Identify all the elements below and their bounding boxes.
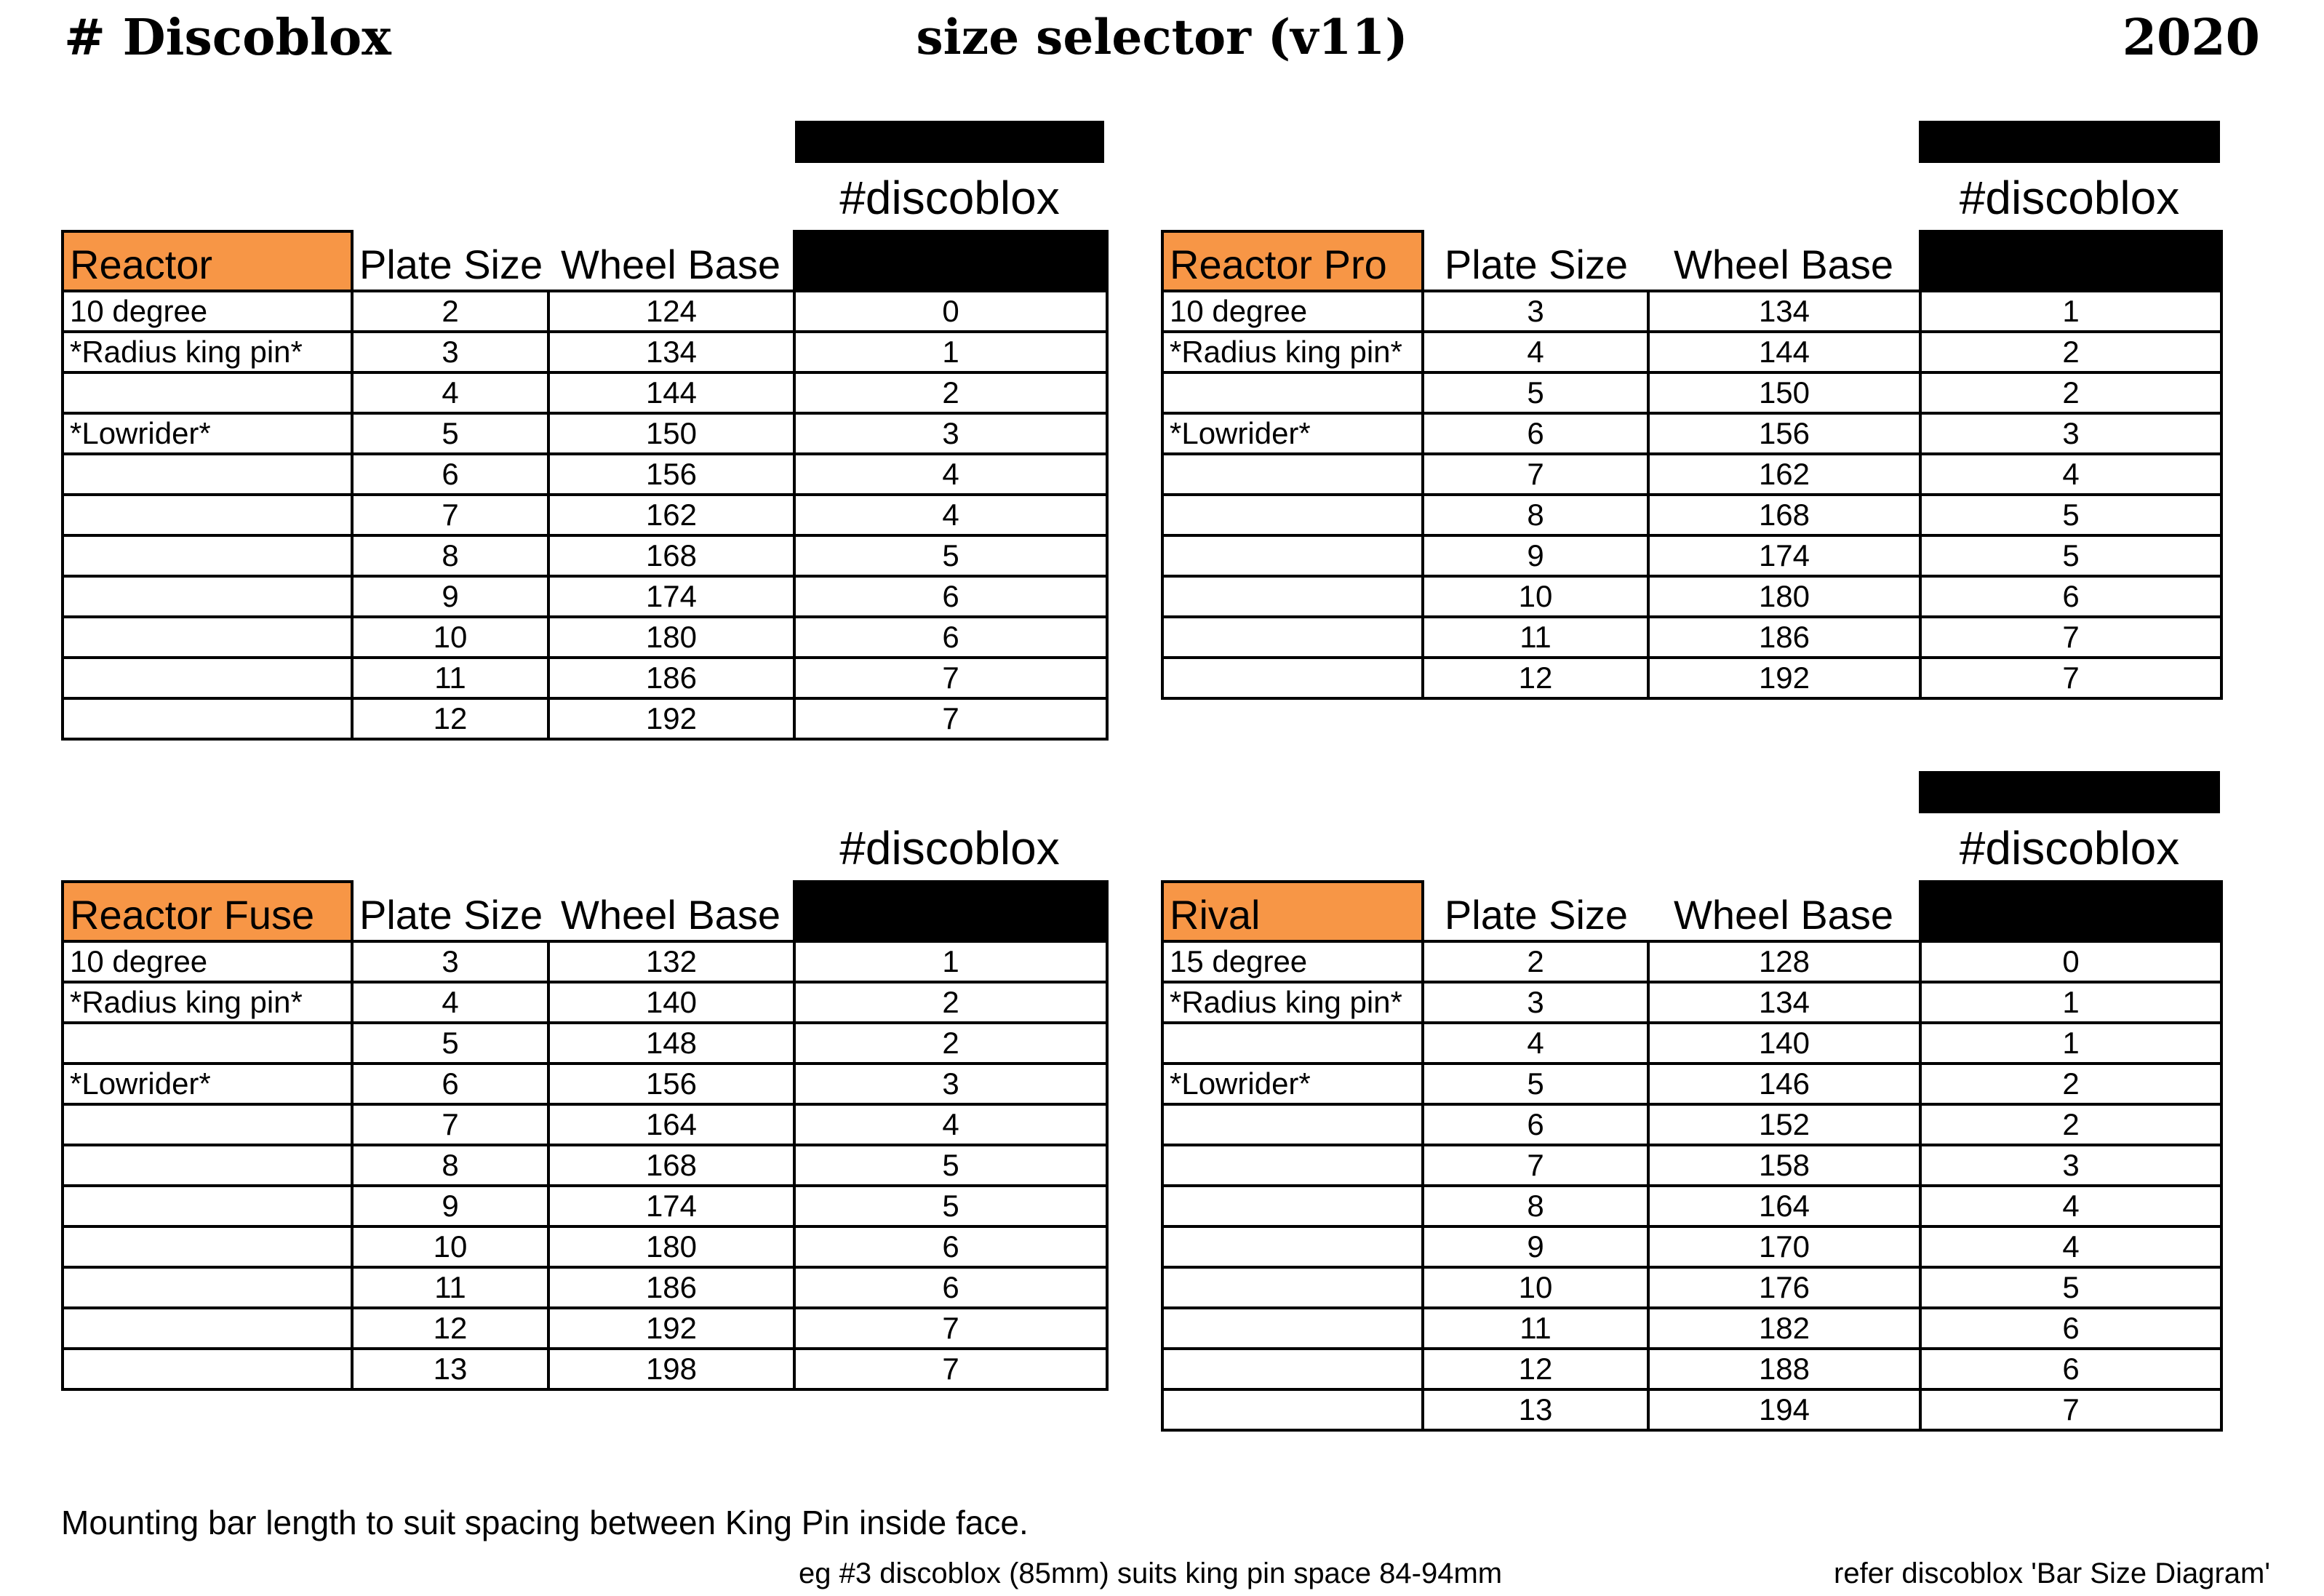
- wheel-base-cell: 192: [548, 698, 794, 739]
- wheel-base-cell: 128: [1648, 941, 1920, 982]
- discoblox-size-cell: 7: [1920, 1389, 2221, 1430]
- row-note: 10 degree: [1162, 291, 1423, 332]
- plate-size-cell: 7: [352, 1104, 548, 1145]
- discoblox-size-cell: 2: [794, 372, 1107, 413]
- table-row: [63, 372, 1107, 413]
- wheel-base-cell: 170: [1648, 1226, 1920, 1267]
- plate-size-cell: 4: [352, 982, 548, 1023]
- wheel-base-cell: 156: [548, 1064, 794, 1104]
- plate-size-cell: 12: [352, 698, 548, 739]
- discoblox-size-cell: 3: [1920, 1145, 2221, 1186]
- discoblox-tag: #discoblox: [839, 172, 1060, 224]
- discoblox-size-cell: 2: [1920, 1064, 2221, 1104]
- discoblox-size-cell: 7: [794, 1308, 1107, 1349]
- plate-size-cell: 13: [1423, 1389, 1648, 1430]
- discoblox-size-cell: 4: [1920, 1226, 2221, 1267]
- discoblox-size-cell: 5: [794, 1186, 1107, 1226]
- model-name: Reactor Fuse: [63, 882, 352, 941]
- page-title: size selector (v11): [916, 9, 1408, 65]
- plate-size-cell: 7: [1423, 454, 1648, 495]
- wheel-base-cell: 180: [1648, 576, 1920, 617]
- black-bar: [1919, 121, 2220, 163]
- plate-size-cell: 13: [352, 1349, 548, 1389]
- table-row: [63, 1023, 1107, 1064]
- year-label: 2020: [2122, 9, 2260, 67]
- plate-size-cell: 3: [352, 332, 548, 372]
- model-name: Reactor: [63, 231, 352, 291]
- row-note: [1162, 1267, 1423, 1308]
- discoblox-size-cell: 7: [1920, 658, 2221, 698]
- row-note: *Lowrider*: [63, 1064, 352, 1104]
- table-row: [1162, 1267, 2221, 1308]
- table-row: [63, 332, 1107, 372]
- plate-size-cell: 8: [1423, 1186, 1648, 1226]
- blox-header-bar: [794, 231, 1107, 291]
- row-note: [63, 658, 352, 698]
- wheel-base-cell: 186: [1648, 617, 1920, 658]
- table-row: [1162, 332, 2221, 372]
- plate-size-cell: 11: [1423, 1308, 1648, 1349]
- wheel-base-header: Wheel Base: [548, 231, 794, 291]
- row-note: [1162, 1023, 1423, 1064]
- plate-size-cell: 11: [352, 658, 548, 698]
- row-note: [1162, 576, 1423, 617]
- table-row: [63, 698, 1107, 739]
- table-row: [1162, 291, 2221, 332]
- wheel-base-cell: 176: [1648, 1267, 1920, 1308]
- discoblox-size-cell: 1: [1920, 291, 2221, 332]
- table-row: [63, 454, 1107, 495]
- plate-size-cell: 9: [352, 1186, 548, 1226]
- discoblox-size-cell: 4: [1920, 1186, 2221, 1226]
- wheel-base-cell: 164: [1648, 1186, 1920, 1226]
- wheel-base-cell: 182: [1648, 1308, 1920, 1349]
- discoblox-size-cell: 1: [794, 941, 1107, 982]
- table-row: [63, 658, 1107, 698]
- discoblox-size-cell: 6: [1920, 576, 2221, 617]
- table-row: [1162, 413, 2221, 454]
- wheel-base-cell: 174: [548, 1186, 794, 1226]
- plate-size-cell: 9: [1423, 535, 1648, 576]
- discoblox-size-cell: 6: [1920, 1308, 2221, 1349]
- discoblox-size-cell: 1: [1920, 1023, 2221, 1064]
- table-reactor-fuse: [61, 880, 1109, 1391]
- plate-size-cell: 6: [352, 1064, 548, 1104]
- row-note: *Radius king pin*: [63, 332, 352, 372]
- plate-size-cell: 6: [1423, 1104, 1648, 1145]
- wheel-base-cell: 186: [548, 1267, 794, 1308]
- wheel-base-cell: 156: [1648, 413, 1920, 454]
- table-row: [1162, 1226, 2221, 1267]
- table-row: [1162, 658, 2221, 698]
- blox-header-bar: [794, 882, 1107, 941]
- plate-size-cell: 10: [352, 1226, 548, 1267]
- plate-size-header: Plate Size: [1423, 231, 1648, 291]
- row-note: [1162, 495, 1423, 535]
- table-row: [63, 291, 1107, 332]
- footer-note: Mounting bar length to suit spacing between King Pin inside face.: [61, 1504, 1029, 1541]
- wheel-base-cell: 144: [1648, 332, 1920, 372]
- row-note: *Lowrider*: [1162, 1064, 1423, 1104]
- row-note: [1162, 1226, 1423, 1267]
- wheel-base-cell: 140: [548, 982, 794, 1023]
- table-row: [63, 1226, 1107, 1267]
- plate-size-cell: 9: [352, 576, 548, 617]
- table-row: [1162, 1064, 2221, 1104]
- wheel-base-cell: 134: [1648, 291, 1920, 332]
- blox-header-bar: [1920, 231, 2221, 291]
- row-note: [63, 1267, 352, 1308]
- wheel-base-cell: 168: [548, 1145, 794, 1186]
- plate-size-cell: 3: [1423, 982, 1648, 1023]
- plate-size-cell: 6: [352, 454, 548, 495]
- table-row: [1162, 1104, 2221, 1145]
- plate-size-cell: 11: [1423, 617, 1648, 658]
- plate-size-cell: 12: [352, 1308, 548, 1349]
- black-bar: [795, 121, 1104, 163]
- discoblox-size-cell: 6: [794, 576, 1107, 617]
- wheel-base-header: Wheel Base: [1648, 231, 1920, 291]
- wheel-base-cell: 150: [548, 413, 794, 454]
- table-row: [63, 1104, 1107, 1145]
- row-note: [63, 617, 352, 658]
- wheel-base-cell: 162: [1648, 454, 1920, 495]
- discoblox-size-cell: 2: [1920, 1104, 2221, 1145]
- wheel-base-cell: 140: [1648, 1023, 1920, 1064]
- discoblox-size-cell: 4: [794, 454, 1107, 495]
- plate-size-cell: 3: [1423, 291, 1648, 332]
- discoblox-size-cell: 7: [794, 698, 1107, 739]
- discoblox-tag: #discoblox: [1959, 172, 2180, 224]
- wheel-base-cell: 124: [548, 291, 794, 332]
- row-note: 10 degree: [63, 941, 352, 982]
- discoblox-size-cell: 4: [794, 1104, 1107, 1145]
- discoblox-size-cell: 5: [794, 1145, 1107, 1186]
- discoblox-size-cell: 2: [1920, 372, 2221, 413]
- table-row: [1162, 1186, 2221, 1226]
- table-row: [63, 413, 1107, 454]
- plate-size-cell: 10: [1423, 1267, 1648, 1308]
- wheel-base-cell: 144: [548, 372, 794, 413]
- table-row: [1162, 576, 2221, 617]
- table-row: [63, 617, 1107, 658]
- row-note: 10 degree: [63, 291, 352, 332]
- table-row: [1162, 1145, 2221, 1186]
- plate-size-cell: 2: [1423, 941, 1648, 982]
- row-note: *Lowrider*: [1162, 413, 1423, 454]
- table-reactor-pro: [1161, 230, 2223, 700]
- table-row: [1162, 617, 2221, 658]
- row-note: [1162, 454, 1423, 495]
- row-note: 15 degree: [1162, 941, 1423, 982]
- plate-size-cell: 9: [1423, 1226, 1648, 1267]
- table-row: [1162, 372, 2221, 413]
- row-note: [1162, 1349, 1423, 1389]
- wheel-base-cell: 164: [548, 1104, 794, 1145]
- table-row: [63, 1064, 1107, 1104]
- table-row: [63, 1349, 1107, 1389]
- discoblox-size-cell: 4: [1920, 454, 2221, 495]
- discoblox-size-cell: 6: [794, 617, 1107, 658]
- row-note: *Lowrider*: [63, 413, 352, 454]
- plate-size-header: Plate Size: [352, 882, 548, 941]
- row-note: [1162, 617, 1423, 658]
- discoblox-size-cell: 5: [794, 535, 1107, 576]
- table-row: [1162, 495, 2221, 535]
- row-note: [63, 1145, 352, 1186]
- wheel-base-cell: 186: [548, 658, 794, 698]
- plate-size-cell: 11: [352, 1267, 548, 1308]
- row-note: [63, 454, 352, 495]
- plate-size-header: Plate Size: [1423, 882, 1648, 941]
- row-note: [63, 1308, 352, 1349]
- table-header-row: [1162, 231, 2221, 291]
- row-note: [1162, 1389, 1423, 1430]
- wheel-base-cell: 146: [1648, 1064, 1920, 1104]
- discoblox-size-cell: 5: [1920, 535, 2221, 576]
- blox-header-bar: [1920, 882, 2221, 941]
- discoblox-size-cell: 2: [1920, 332, 2221, 372]
- discoblox-size-cell: 7: [794, 658, 1107, 698]
- wheel-base-cell: 198: [548, 1349, 794, 1389]
- footer-reference: refer discoblox 'Bar Size Diagram': [1834, 1557, 2270, 1589]
- discoblox-size-cell: 7: [794, 1349, 1107, 1389]
- row-note: [1162, 1145, 1423, 1186]
- discoblox-size-cell: 3: [1920, 413, 2221, 454]
- row-note: [1162, 658, 1423, 698]
- plate-size-cell: 5: [352, 1023, 548, 1064]
- table-row: [63, 535, 1107, 576]
- row-note: [63, 1023, 352, 1064]
- row-note: [63, 576, 352, 617]
- plate-size-cell: 6: [1423, 413, 1648, 454]
- discoblox-size-cell: 5: [1920, 495, 2221, 535]
- wheel-base-cell: 188: [1648, 1349, 1920, 1389]
- discoblox-size-cell: 6: [794, 1267, 1107, 1308]
- plate-size-cell: 5: [1423, 372, 1648, 413]
- discoblox-size-cell: 4: [794, 495, 1107, 535]
- table-row: [63, 1145, 1107, 1186]
- wheel-base-cell: 174: [548, 576, 794, 617]
- row-note: *Radius king pin*: [1162, 332, 1423, 372]
- table-row: [63, 982, 1107, 1023]
- plate-size-cell: 7: [352, 495, 548, 535]
- table-row: [63, 576, 1107, 617]
- wheel-base-cell: 134: [548, 332, 794, 372]
- black-bar: [1919, 771, 2220, 813]
- table-header-row: [63, 231, 1107, 291]
- row-note: [63, 1226, 352, 1267]
- wheel-base-header: Wheel Base: [1648, 882, 1920, 941]
- row-note: [63, 535, 352, 576]
- wheel-base-cell: 192: [548, 1308, 794, 1349]
- row-note: [1162, 1186, 1423, 1226]
- discoblox-size-cell: 1: [794, 332, 1107, 372]
- plate-size-cell: 5: [352, 413, 548, 454]
- table-header-row: [1162, 882, 2221, 941]
- discoblox-size-cell: 3: [794, 413, 1107, 454]
- plate-size-cell: 8: [352, 1145, 548, 1186]
- discoblox-size-cell: 6: [1920, 1349, 2221, 1389]
- plate-size-cell: 2: [352, 291, 548, 332]
- wheel-base-cell: 180: [548, 1226, 794, 1267]
- discoblox-tag: #discoblox: [839, 822, 1060, 874]
- plate-size-cell: 8: [1423, 495, 1648, 535]
- brand-title: # Discoblox: [64, 9, 391, 67]
- table-row: [1162, 982, 2221, 1023]
- discoblox-size-cell: 7: [1920, 617, 2221, 658]
- wheel-base-cell: 174: [1648, 535, 1920, 576]
- footer-example: eg #3 discoblox (85mm) suits king pin space 84-94mm: [799, 1557, 1503, 1589]
- row-note: [1162, 535, 1423, 576]
- row-note: [63, 698, 352, 739]
- plate-size-cell: 7: [1423, 1145, 1648, 1186]
- wheel-base-cell: 168: [1648, 495, 1920, 535]
- model-name: Reactor Pro: [1162, 231, 1423, 291]
- discoblox-size-cell: 1: [1920, 982, 2221, 1023]
- table-row: [63, 1267, 1107, 1308]
- row-note: *Radius king pin*: [63, 982, 352, 1023]
- model-name: Rival: [1162, 882, 1423, 941]
- wheel-base-cell: 192: [1648, 658, 1920, 698]
- discoblox-size-cell: 0: [1920, 941, 2221, 982]
- plate-size-cell: 10: [352, 617, 548, 658]
- row-note: [63, 1186, 352, 1226]
- plate-size-cell: 4: [1423, 1023, 1648, 1064]
- discoblox-size-cell: 3: [794, 1064, 1107, 1104]
- wheel-base-cell: 194: [1648, 1389, 1920, 1430]
- row-note: [63, 372, 352, 413]
- discoblox-tag: #discoblox: [1959, 822, 2180, 874]
- wheel-base-cell: 180: [548, 617, 794, 658]
- table-row: [1162, 1349, 2221, 1389]
- discoblox-size-cell: 5: [1920, 1267, 2221, 1308]
- plate-size-cell: 4: [1423, 332, 1648, 372]
- row-note: [1162, 372, 1423, 413]
- table-row: [1162, 941, 2221, 982]
- wheel-base-cell: 156: [548, 454, 794, 495]
- table-row: [63, 941, 1107, 982]
- wheel-base-cell: 152: [1648, 1104, 1920, 1145]
- wheel-base-cell: 132: [548, 941, 794, 982]
- table-row: [63, 495, 1107, 535]
- table-row: [1162, 1023, 2221, 1064]
- discoblox-size-cell: 2: [794, 982, 1107, 1023]
- row-note: *Radius king pin*: [1162, 982, 1423, 1023]
- plate-size-header: Plate Size: [352, 231, 548, 291]
- table-rival: [1161, 880, 2223, 1432]
- plate-size-cell: 4: [352, 372, 548, 413]
- wheel-base-cell: 168: [548, 535, 794, 576]
- table-header-row: [63, 882, 1107, 941]
- wheel-base-cell: 162: [548, 495, 794, 535]
- wheel-base-header: Wheel Base: [548, 882, 794, 941]
- table-row: [63, 1186, 1107, 1226]
- discoblox-size-cell: 0: [794, 291, 1107, 332]
- plate-size-cell: 5: [1423, 1064, 1648, 1104]
- row-note: [63, 495, 352, 535]
- plate-size-cell: 12: [1423, 1349, 1648, 1389]
- plate-size-cell: 3: [352, 941, 548, 982]
- plate-size-cell: 12: [1423, 658, 1648, 698]
- wheel-base-cell: 158: [1648, 1145, 1920, 1186]
- row-note: [63, 1104, 352, 1145]
- table-row: [63, 1308, 1107, 1349]
- table-row: [1162, 1308, 2221, 1349]
- table-row: [1162, 535, 2221, 576]
- table-reactor: [61, 230, 1109, 741]
- wheel-base-cell: 134: [1648, 982, 1920, 1023]
- row-note: [1162, 1104, 1423, 1145]
- table-row: [1162, 454, 2221, 495]
- plate-size-cell: 10: [1423, 576, 1648, 617]
- row-note: [1162, 1308, 1423, 1349]
- discoblox-size-cell: 6: [794, 1226, 1107, 1267]
- wheel-base-cell: 148: [548, 1023, 794, 1064]
- plate-size-cell: 8: [352, 535, 548, 576]
- row-note: [63, 1349, 352, 1389]
- wheel-base-cell: 150: [1648, 372, 1920, 413]
- discoblox-size-cell: 2: [794, 1023, 1107, 1064]
- table-row: [1162, 1389, 2221, 1430]
